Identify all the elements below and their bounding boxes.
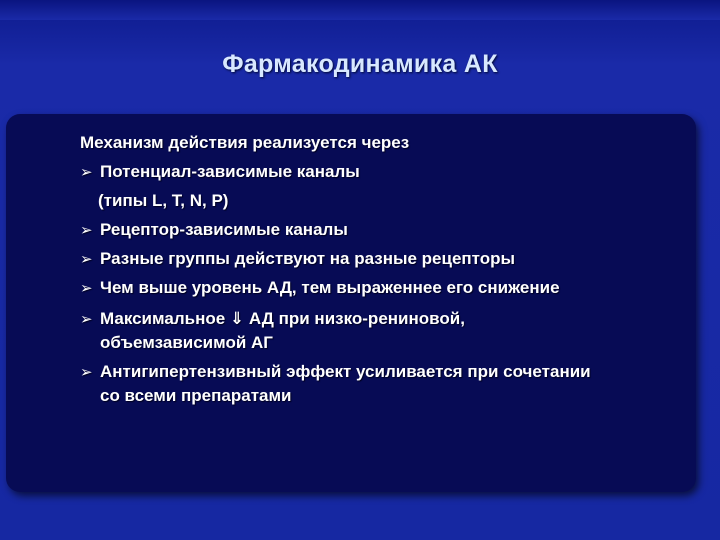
arrow-bullet-icon: ➢ — [80, 251, 93, 268]
content-list — [80, 128, 700, 408]
list-item: ➢ Антигипертензивный эффект усиливается при сочетании со всеми препаратами — [80, 362, 591, 405]
arrow-bullet-icon: ➢ — [80, 222, 93, 239]
arrow-bullet-icon: ➢ — [80, 364, 93, 381]
list-item: ➢ Рецептор-зависимые каналы — [80, 215, 700, 244]
arrow-bullet-icon: ➢ — [80, 280, 93, 297]
arrow-bullet-icon: ➢ — [80, 164, 93, 181]
intro-text: Механизм действия реализуется через — [80, 133, 410, 152]
list-item-subnote: (типы L, T, N, P) — [98, 191, 229, 210]
list-item: ➢ Чем выше уровень АД, тем выраженнее его снижение — [80, 273, 700, 302]
slide-title: Фармакодинамика АК — [222, 50, 498, 78]
top-band — [0, 0, 720, 20]
list-item: ➢ Максимальное ⇓ АД при низко-рениновой, объемзависимой АГ — [80, 309, 465, 352]
list-item: ➢ Разные группы действуют на разные рецепторы — [80, 244, 700, 273]
list-item: ➢ Потенциал-зависимые каналы — [80, 157, 700, 186]
arrow-bullet-icon: ➢ — [80, 311, 93, 328]
